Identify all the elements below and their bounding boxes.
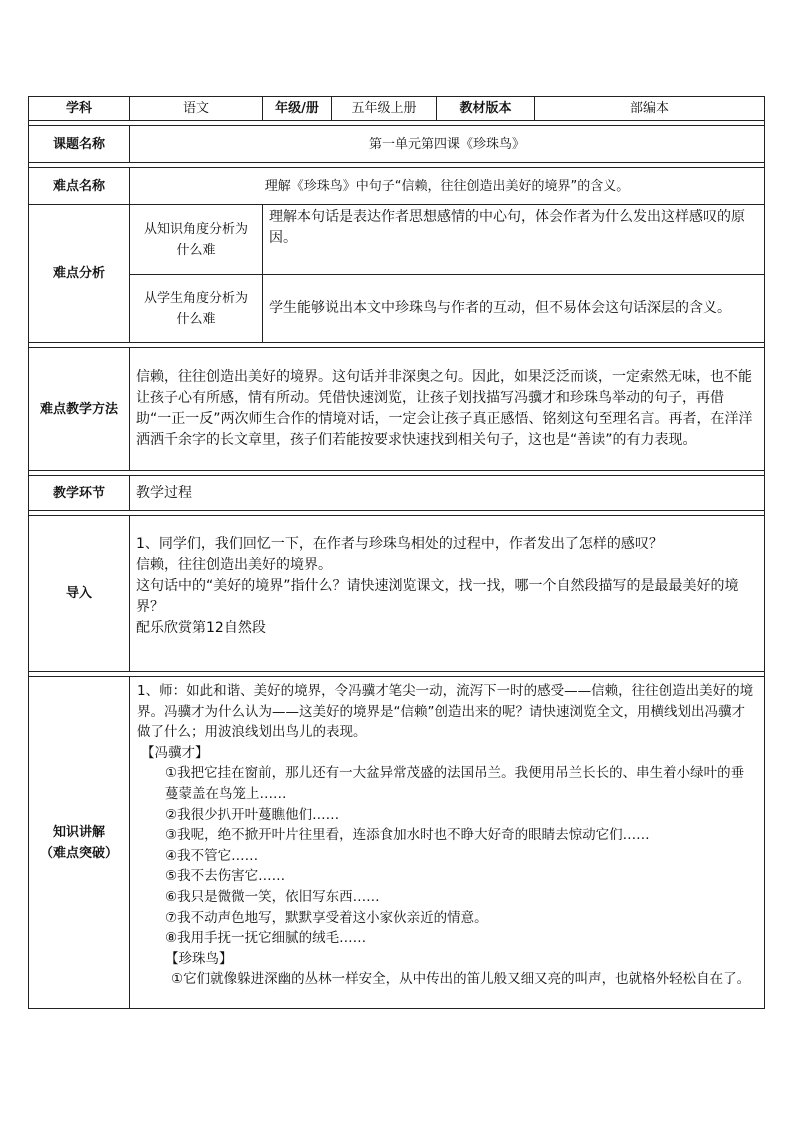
intro-content [130,516,765,672]
author-item: ⑧我用手抚一抚它细腻的绒毛…… [165,930,367,947]
student-angle-text: 学生能够说出本文中珍珠鸟与作者的互动，但不易体会这句话深层的含义。 [263,275,765,343]
difficulty-analysis-label: 难点分析 [29,205,130,343]
method-text: 信赖，往往创造出美好的境界。这句话并非深奥之句。因此，如果泛泛而谈，一定索然无味，也不能让孩子心有所感，情有所动。凭借快速浏览，让孩子划找描写冯骥才和珍珠鸟举动的句子，再借助“一正一反”两次师生合作的情境对话，一定会让孩子真正感悟、铭刻这句至理名言。再者，在洋洋洒洒千余字的长文章里，孩子们若能按要求快速找到相关句子，这也是“善读”的有力表现。 [130,348,765,471]
author-item: ⑥我只是微微一笑，依旧写东西…… [165,888,380,905]
difficulty-name-label: 难点名称 [29,168,130,205]
subject-label: 学科 [29,97,130,121]
knowledge-intro-text: 1、师：如此和谐、美好的境界，令冯骥才笔尖一动，流泻下一时的感受——信赖，往往创造出美好的境界。冯骥才为什么认为——这美好的境界是“信赖”创造出来的呢？请快速浏览全文，用横线划出冯骥才做了什么；用波浪线划出鸟儿的表现。 [137,683,754,741]
author-item: ⑦我不动声色地写，默默享受着这小家伙亲近的情意。 [165,909,488,926]
header-row [29,97,765,121]
student-angle-label: 从学生角度分析为什么难 [130,275,263,343]
knowledge-label: 知识讲解 [52,824,105,840]
process-row [29,476,765,511]
bird-heading: 【珍珠鸟】 [165,950,233,967]
lesson-plan-table [28,96,765,1009]
difficulty-name-value: 理解《珍珠鸟》中句子“信赖，往往创造出美好的境界”的含义。 [130,168,765,205]
author-item: ④我不管它…… [165,847,259,864]
knowledge-content [130,677,765,1009]
process-label: 教学环节 [29,476,130,511]
method-label: 难点教学方法 [29,348,130,471]
author-heading: 【冯骥才】 [141,744,209,761]
knowledge-row [29,677,765,1009]
intro-line: 这句话中的“美好的境界”指什么？请快速浏览课文，找一找，哪一个自然段描写的是最最美好的境界？ [136,578,739,615]
grade-label: 年级/册 [263,97,332,121]
lesson-label: 课题名称 [29,126,130,163]
bird-item: ①它们就像躲进深幽的丛林一样安全，从中传出的笛儿般又细又亮的叫声，也就格外轻松自在了。 [171,971,751,988]
intro-row [29,516,765,672]
intro-line: 配乐欣赏第12自然段 [136,620,266,636]
knowledge-angle-text: 理解本句话是表达作者思想感情的中心句，体会作者为什么发出这样感叹的原因。 [263,205,765,275]
knowledge-angle-label: 从知识角度分析为什么难 [130,205,263,275]
difficulty-analysis-row-knowledge [29,205,765,275]
intro-line: 信赖，往往创造出美好的境界。 [136,557,332,573]
lesson-value: 第一单元第四课《珍珠鸟》 [130,126,765,163]
author-item: ②我很少扒开叶蔓瞧他们…… [165,806,340,823]
method-row [29,348,765,471]
grade-value: 五年级上册 [332,97,437,121]
difficulty-analysis-row-student [29,275,765,343]
lesson-row [29,126,765,163]
edition-value: 部编本 [535,97,765,121]
intro-line: 1、同学们，我们回忆一下，在作者与珍珠鸟相处的过程中，作者发出了怎样的感叹？ [136,536,663,552]
difficulty-name-row [29,168,765,205]
process-value: 教学过程 [130,476,765,511]
knowledge-label-cell [29,677,130,1009]
author-item: ①我把它挂在窗前，那儿还有一大盆异常茂盛的法国吊兰。我便用吊兰长长的、串生着小绿叶的垂蔓蒙盖在鸟笼上…… [165,765,745,802]
edition-label: 教材版本 [437,97,535,121]
subject-value: 语文 [130,97,263,121]
knowledge-sublabel: （难点突破） [39,845,118,861]
author-item: ③我呢，绝不掀开叶片往里看，连添食加水时也不睁大好奇的眼睛去惊动它们…… [165,827,650,844]
author-item: ⑤我不去伤害它…… [165,868,286,885]
intro-label: 导入 [29,516,130,672]
